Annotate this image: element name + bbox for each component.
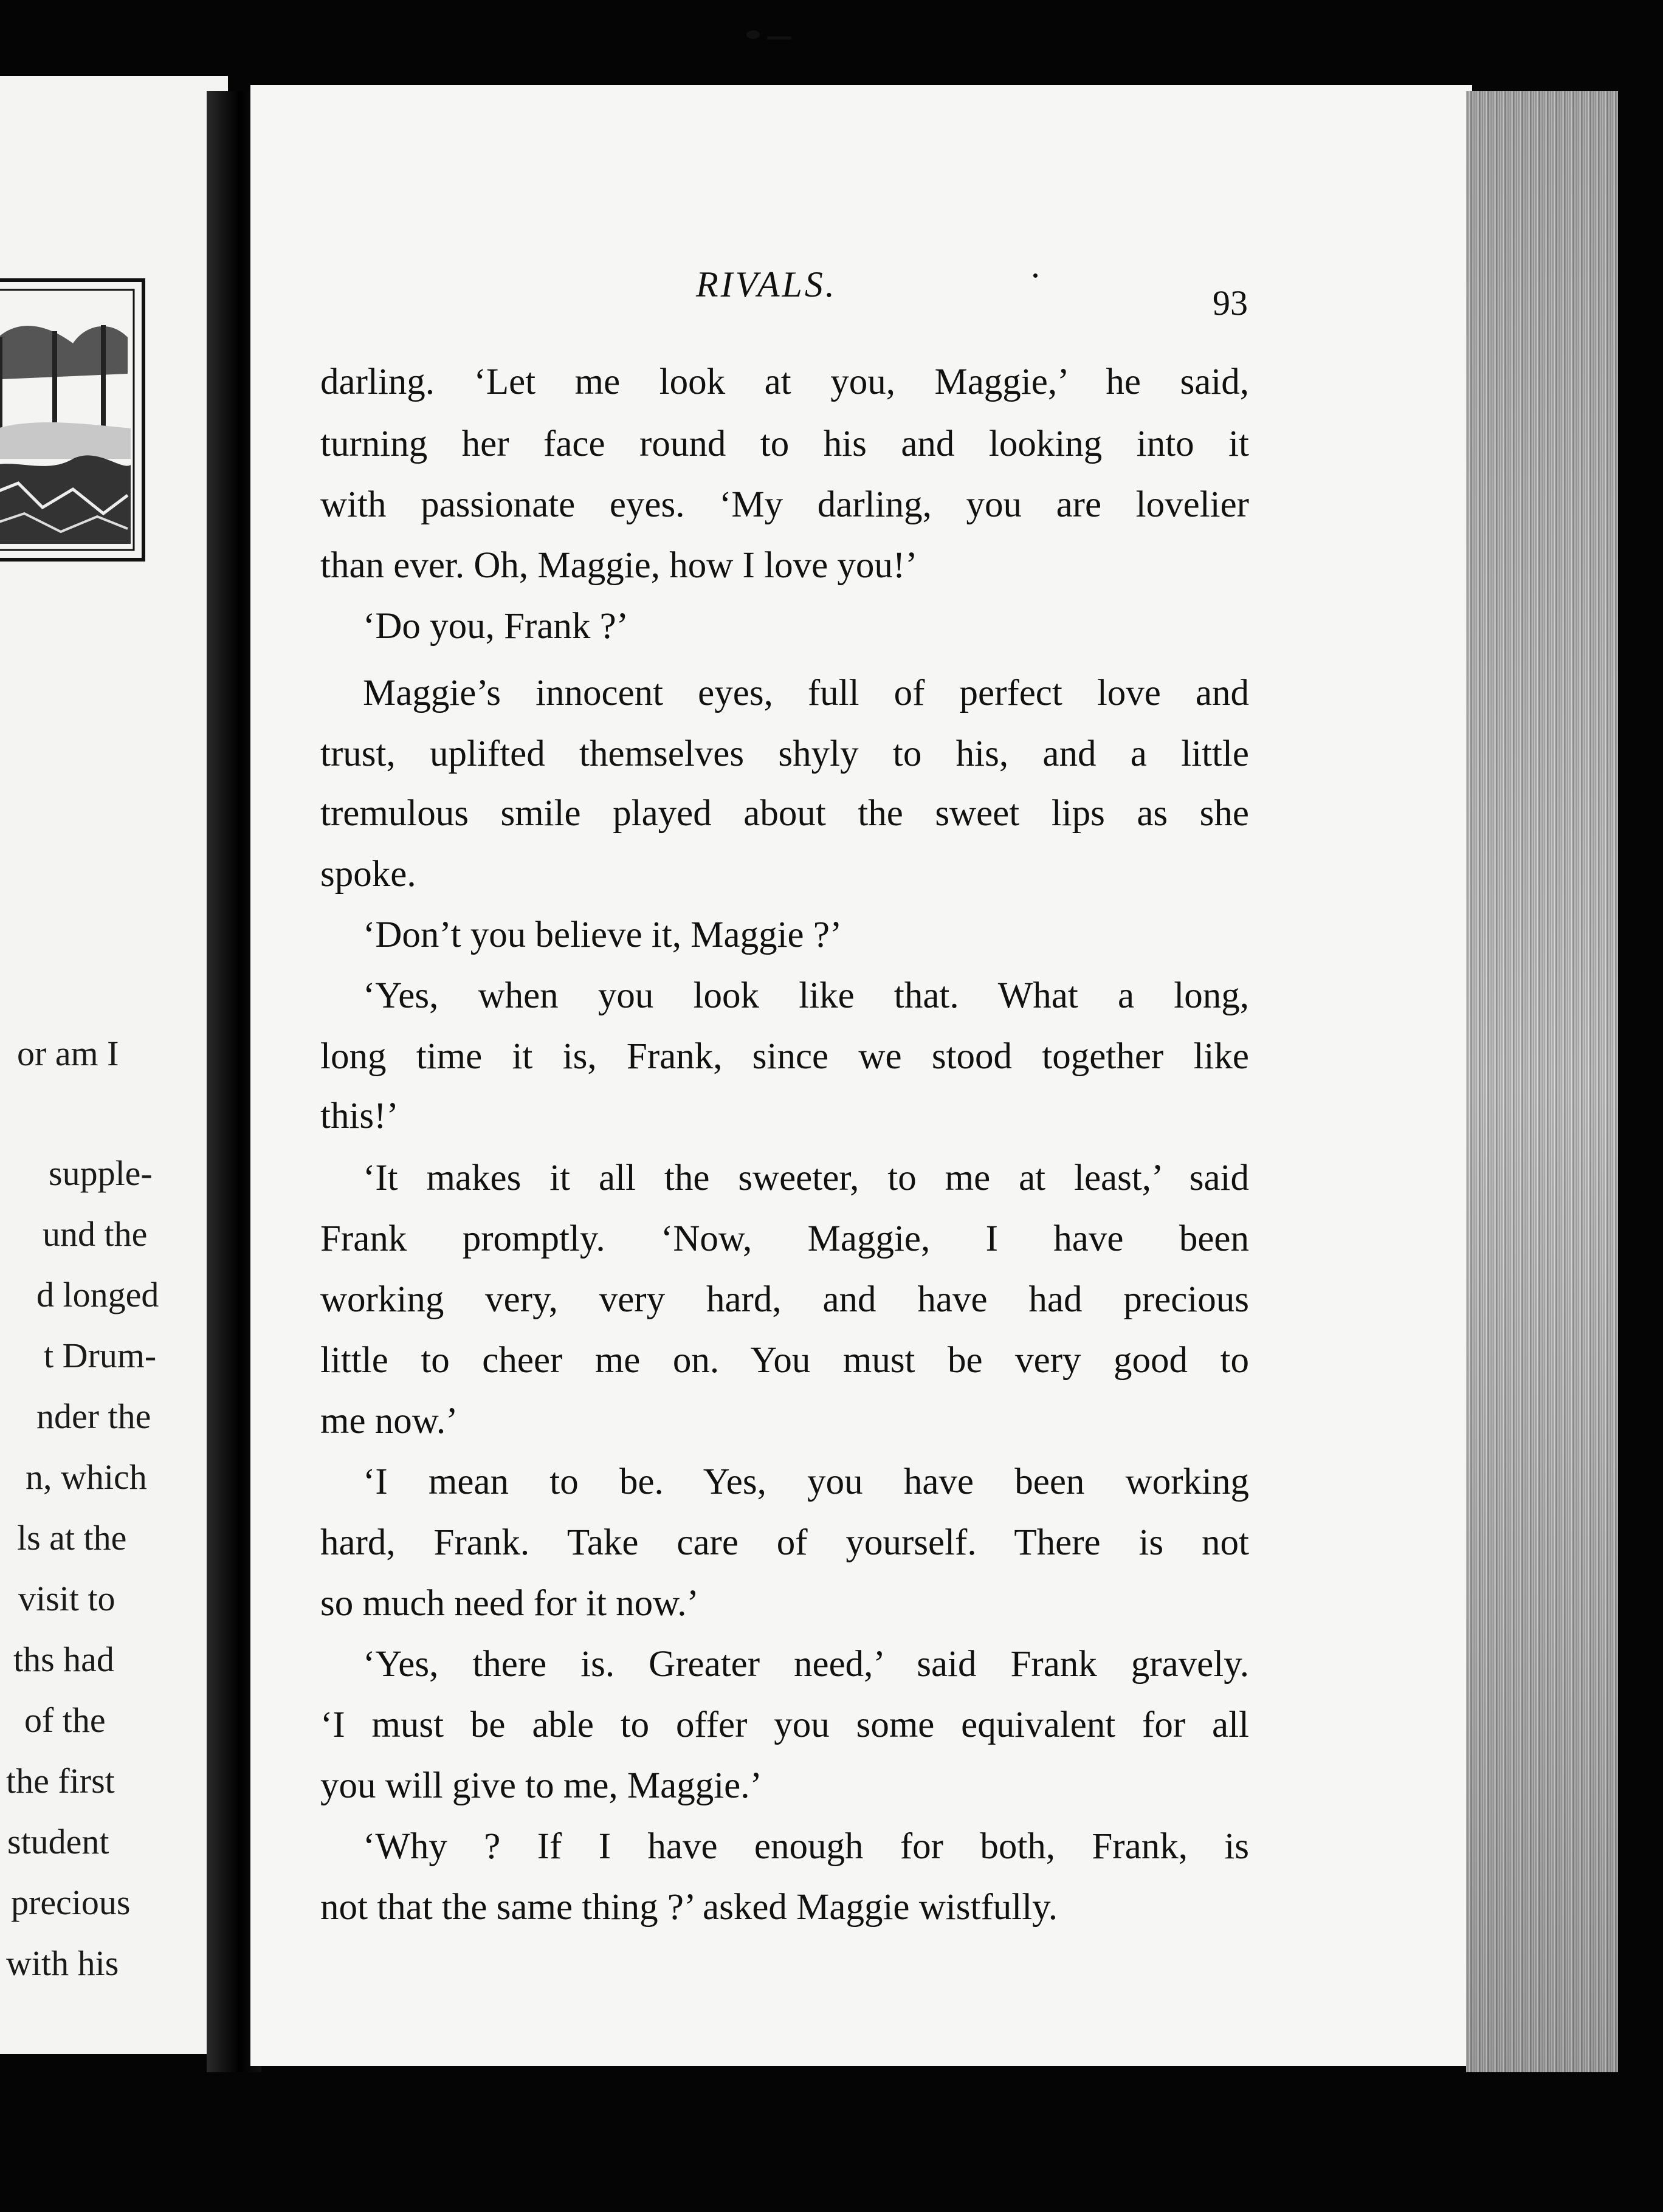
- text-line: ‘Yes, when you look like that. What a long,: [363, 975, 1249, 1016]
- text-line: long time it is, Frank, since we stood together like: [320, 1036, 1249, 1077]
- text-line: with passionate eyes. ‘My darling, you are lovelier: [320, 484, 1249, 525]
- left-fragment: student: [7, 1822, 109, 1861]
- text-line: trust, uplifted themselves shyly to his, and a little: [320, 733, 1249, 774]
- left-fragment: with his: [6, 1943, 119, 1983]
- text-line: ‘I must be able to offer you some equivalent for all: [320, 1705, 1249, 1745]
- text-line: you will give to me, Maggie.’: [320, 1765, 762, 1806]
- left-fragment: n, which: [26, 1457, 147, 1497]
- left-fragment: und the: [43, 1214, 148, 1254]
- text-line: ‘It makes it all the sweeter, to me at least,’ said: [363, 1158, 1249, 1198]
- text-line: Maggie’s innocent eyes, full of perfect love and: [363, 673, 1249, 713]
- running-head: RIVALS.: [696, 264, 837, 304]
- left-fragment: d longed: [36, 1275, 159, 1314]
- left-fragment: precious: [11, 1883, 131, 1922]
- left-page: [0, 76, 228, 2054]
- left-fragment: the first: [6, 1761, 115, 1801]
- page-number: 93: [1213, 283, 1248, 323]
- ink-speck: [767, 36, 791, 40]
- text-line: so much need for it now.’: [320, 1583, 699, 1624]
- text-line: ‘Don’t you believe it, Maggie ?’: [363, 915, 842, 955]
- left-fragment: visit to: [18, 1579, 115, 1618]
- left-fragment: or am I: [17, 1034, 119, 1073]
- text-line: this!’: [320, 1096, 399, 1136]
- text-line: ‘Why ? If I have enough for both, Frank, is: [363, 1826, 1249, 1867]
- left-fragment: ls at the: [17, 1518, 127, 1558]
- text-line: not that the same thing ?’ asked Maggie wistfully.: [320, 1887, 1058, 1928]
- text-line: little to cheer me on. You must be very good to: [320, 1340, 1249, 1381]
- text-line: ‘Do you, Frank ?’: [363, 606, 629, 647]
- text-line: me now.’: [320, 1401, 458, 1441]
- left-fragment: supple-: [49, 1153, 153, 1193]
- woodcut-illustration: [0, 276, 147, 563]
- text-line: turning her face round to his and looking into it: [320, 424, 1249, 464]
- left-fragment: ths had: [13, 1640, 114, 1679]
- text-line: spoke.: [320, 854, 416, 895]
- ink-speck: [746, 30, 760, 39]
- text-line: tremulous smile played about the sweet lips as she: [320, 793, 1249, 834]
- text-line: than ever. Oh, Maggie, how I love you!’: [320, 545, 918, 586]
- left-fragment: t Drum-: [44, 1336, 157, 1375]
- left-fragment: of the: [24, 1700, 106, 1740]
- text-line: Frank promptly. ‘Now, Maggie, I have been: [320, 1218, 1249, 1259]
- ink-speck: [1033, 273, 1038, 278]
- text-line: ‘Yes, there is. Greater need,’ said Frank gravely.: [363, 1644, 1249, 1685]
- left-fragment: nder the: [36, 1396, 151, 1436]
- page-edges-shade: [1466, 91, 1618, 2072]
- text-line: ‘I mean to be. Yes, you have been working: [363, 1461, 1249, 1502]
- text-line: working very, very hard, and have had precious: [320, 1279, 1249, 1320]
- text-line: darling. ‘Let me look at you, Maggie,’ he said,: [320, 362, 1249, 402]
- text-line: hard, Frank. Take care of yourself. There is not: [320, 1522, 1249, 1563]
